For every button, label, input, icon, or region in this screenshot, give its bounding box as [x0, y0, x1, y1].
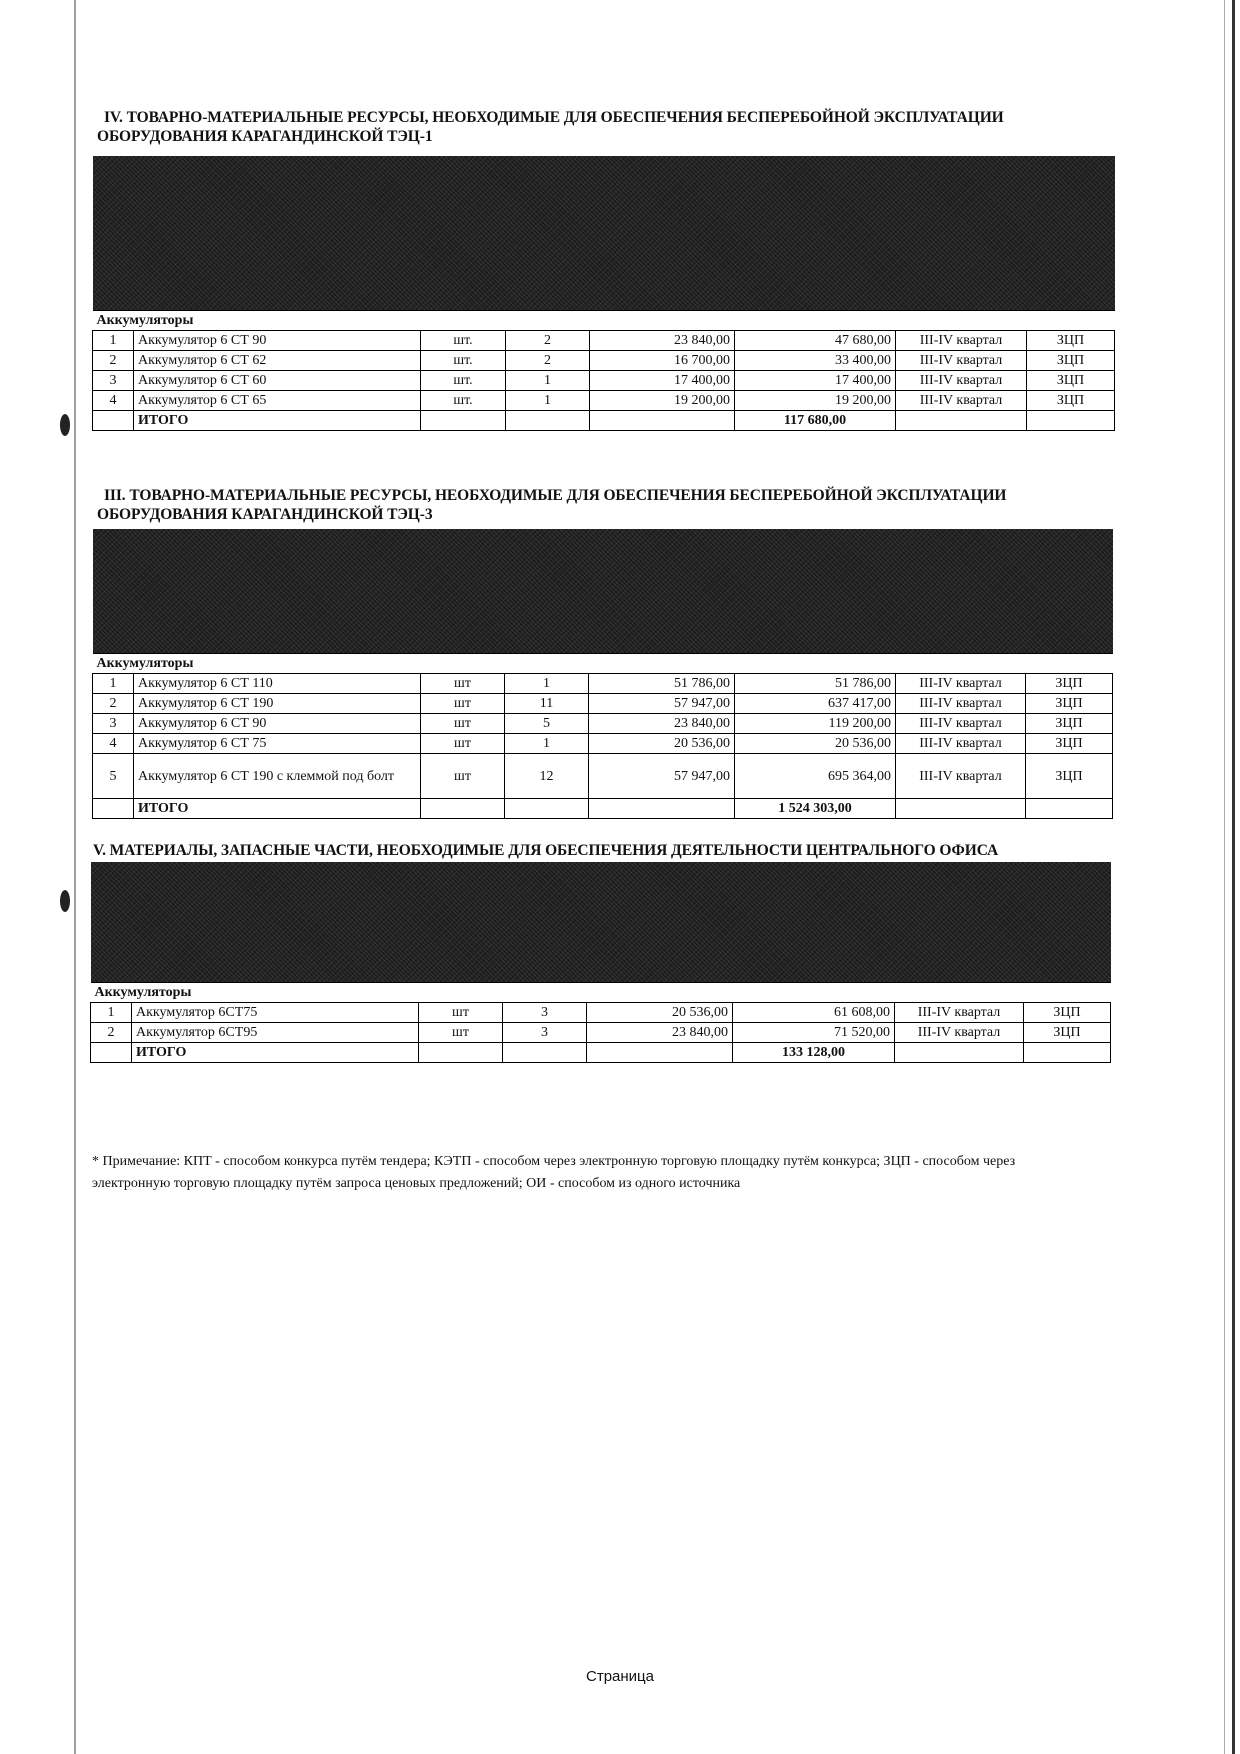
- section-title-line2: ОБОРУДОВАНИЯ КАРАГАНДИНСКОЙ ТЭЦ-1: [97, 128, 433, 145]
- item-sum: 695 364,00: [735, 754, 896, 799]
- item-qty: 11: [505, 694, 589, 714]
- item-name: Аккумулятор 6 СТ 62: [134, 351, 421, 371]
- table-row: [91, 1003, 1111, 1023]
- row-number: 2: [93, 351, 134, 371]
- item-method: ЗЦП: [1027, 351, 1115, 371]
- item-period: III-IV квартал: [895, 1003, 1024, 1023]
- item-name: Аккумулятор 6 СТ 60: [134, 371, 421, 391]
- item-method: ЗЦП: [1026, 694, 1113, 714]
- item-price: 57 947,00: [589, 694, 735, 714]
- item-period: III-IV квартал: [896, 714, 1026, 734]
- row-number: 3: [93, 714, 134, 734]
- item-unit: шт: [421, 674, 505, 694]
- group-label: Аккумуляторы: [93, 654, 1113, 674]
- item-qty: 1: [505, 674, 589, 694]
- item-period: III-IV квартал: [896, 674, 1026, 694]
- table-row: [93, 734, 1113, 754]
- item-price: 51 786,00: [589, 674, 735, 694]
- punch-hole: [60, 414, 70, 436]
- total-value: 133 128,00: [733, 1043, 895, 1063]
- table-row: [93, 331, 1115, 351]
- total-row: [93, 799, 1113, 819]
- table-row: [93, 351, 1115, 371]
- punch-hole: [60, 890, 70, 912]
- footnote: * Примечание: КПТ - способом конкурса путём тендера; КЭТП - способом через электронную торговую площадку путём конкурса; ЗЦП - способом через электронную торговую площадку путём запроса ценовых предложений; ОИ - способом из одного источника: [92, 1154, 1016, 1191]
- table-central-office: [90, 862, 1111, 1063]
- item-unit: шт: [421, 714, 505, 734]
- item-unit: шт: [419, 1023, 503, 1043]
- item-method: ЗЦП: [1027, 371, 1115, 391]
- row-number: 5: [93, 754, 134, 799]
- section-title-line1: V. МАТЕРИАЛЫ, ЗАПАСНЫЕ ЧАСТИ, НЕОБХОДИМЫЕ ДЛЯ ОБЕСПЕЧЕНИЯ ДЕЯТЕЛЬНОСТИ ЦЕНТРАЛЬНОГО ОФИСА: [93, 842, 999, 859]
- group-label: Аккумуляторы: [91, 983, 1111, 1003]
- total-row: [93, 411, 1115, 431]
- row-number: 2: [93, 694, 134, 714]
- row-number: 4: [93, 734, 134, 754]
- table-header-redacted: [91, 862, 1111, 983]
- item-qty: 2: [506, 331, 590, 351]
- item-qty: 12: [505, 754, 589, 799]
- item-price: 23 840,00: [590, 331, 735, 351]
- total-value: 117 680,00: [735, 411, 896, 431]
- table-row: [93, 694, 1113, 714]
- item-price: 57 947,00: [589, 754, 735, 799]
- table-header-redacted: [93, 156, 1115, 311]
- section-title-line2: ОБОРУДОВАНИЯ КАРАГАНДИНСКОЙ ТЭЦ-3: [97, 506, 433, 523]
- table-row: [93, 714, 1113, 734]
- item-name: Аккумулятор 6 СТ 65: [134, 391, 421, 411]
- item-sum: 47 680,00: [735, 331, 896, 351]
- item-method: ЗЦП: [1027, 331, 1115, 351]
- item-method: ЗЦП: [1024, 1023, 1111, 1043]
- item-qty: 3: [503, 1003, 587, 1023]
- item-qty: 1: [506, 391, 590, 411]
- item-period: III-IV квартал: [895, 1023, 1024, 1043]
- table-row: [93, 371, 1115, 391]
- table-row: [93, 674, 1113, 694]
- item-sum: 61 608,00: [733, 1003, 895, 1023]
- row-number: 1: [91, 1003, 132, 1023]
- item-period: III-IV квартал: [896, 371, 1027, 391]
- item-sum: 637 417,00: [735, 694, 896, 714]
- item-sum: 19 200,00: [735, 391, 896, 411]
- item-price: 20 536,00: [587, 1003, 733, 1023]
- page-footer: Страница: [586, 1668, 654, 1685]
- item-method: ЗЦП: [1026, 754, 1113, 799]
- item-name: Аккумулятор 6 СТ 75: [134, 734, 421, 754]
- item-sum: 33 400,00: [735, 351, 896, 371]
- total-label: ИТОГО: [134, 799, 421, 819]
- item-price: 16 700,00: [590, 351, 735, 371]
- item-sum: 71 520,00: [733, 1023, 895, 1043]
- item-qty: 3: [503, 1023, 587, 1043]
- table-tec1: [92, 156, 1115, 431]
- item-name: Аккумулятор 6 СТ 90: [134, 331, 421, 351]
- item-unit: шт.: [421, 351, 506, 371]
- item-period: III-IV квартал: [896, 331, 1027, 351]
- section-title-line1: III. ТОВАРНО-МАТЕРИАЛЬНЫЕ РЕСУРСЫ, НЕОБХОДИМЫЕ ДЛЯ ОБЕСПЕЧЕНИЯ БЕСПЕРЕБОЙНОЙ ЭКСПЛУАТАЦИИ: [104, 487, 1007, 504]
- item-name: Аккумулятор 6СТ95: [132, 1023, 419, 1043]
- item-unit: шт.: [421, 371, 506, 391]
- item-name: Аккумулятор 6 СТ 190 с клеммой под болт: [134, 754, 421, 799]
- item-price: 23 840,00: [587, 1023, 733, 1043]
- table-row: [91, 1023, 1111, 1043]
- row-number: 4: [93, 391, 134, 411]
- item-period: III-IV квартал: [896, 391, 1027, 411]
- item-qty: 1: [506, 371, 590, 391]
- row-number: 1: [93, 674, 134, 694]
- item-method: ЗЦП: [1026, 674, 1113, 694]
- item-unit: шт.: [421, 391, 506, 411]
- group-label: Аккумуляторы: [93, 311, 1115, 331]
- item-period: III-IV квартал: [896, 694, 1026, 714]
- item-sum: 119 200,00: [735, 714, 896, 734]
- section-title-line1: IV. ТОВАРНО-МАТЕРИАЛЬНЫЕ РЕСУРСЫ, НЕОБХОДИМЫЕ ДЛЯ ОБЕСПЕЧЕНИЯ БЕСПЕРЕБОЙНОЙ ЭКСПЛУАТАЦИИ: [104, 109, 1004, 126]
- table-tec3: [92, 529, 1113, 819]
- scan-edge-right: [1232, 0, 1235, 1754]
- table-row: [93, 391, 1115, 411]
- item-price: 17 400,00: [590, 371, 735, 391]
- group-row: [91, 983, 1111, 1003]
- item-sum: 20 536,00: [735, 734, 896, 754]
- item-method: ЗЦП: [1024, 1003, 1111, 1023]
- item-name: Аккумулятор 6 СТ 90: [134, 714, 421, 734]
- table-row: [93, 754, 1113, 799]
- total-label: ИТОГО: [132, 1043, 419, 1063]
- item-qty: 2: [506, 351, 590, 371]
- item-sum: 17 400,00: [735, 371, 896, 391]
- item-unit: шт: [421, 754, 505, 799]
- row-number: 1: [93, 331, 134, 351]
- row-number: 3: [93, 371, 134, 391]
- total-value: 1 524 303,00: [735, 799, 896, 819]
- item-period: III-IV квартал: [896, 734, 1026, 754]
- item-qty: 1: [505, 734, 589, 754]
- item-method: ЗЦП: [1026, 734, 1113, 754]
- item-unit: шт.: [421, 331, 506, 351]
- item-name: Аккумулятор 6 СТ 110: [134, 674, 421, 694]
- item-method: ЗЦП: [1026, 714, 1113, 734]
- item-name: Аккумулятор 6СТ75: [132, 1003, 419, 1023]
- scan-edge-right-inner: [1224, 0, 1225, 1754]
- item-period: III-IV квартал: [896, 351, 1027, 371]
- item-name: Аккумулятор 6 СТ 190: [134, 694, 421, 714]
- item-period: III-IV квартал: [896, 754, 1026, 799]
- item-method: ЗЦП: [1027, 391, 1115, 411]
- item-qty: 5: [505, 714, 589, 734]
- item-unit: шт: [421, 734, 505, 754]
- group-row: [93, 654, 1113, 674]
- item-price: 20 536,00: [589, 734, 735, 754]
- item-price: 23 840,00: [589, 714, 735, 734]
- table-header-redacted: [93, 529, 1113, 654]
- total-row: [91, 1043, 1111, 1063]
- item-price: 19 200,00: [590, 391, 735, 411]
- item-sum: 51 786,00: [735, 674, 896, 694]
- scan-edge-left: [74, 0, 76, 1754]
- total-label: ИТОГО: [134, 411, 421, 431]
- item-unit: шт: [419, 1003, 503, 1023]
- item-unit: шт: [421, 694, 505, 714]
- group-row: [93, 311, 1115, 331]
- row-number: 2: [91, 1023, 132, 1043]
